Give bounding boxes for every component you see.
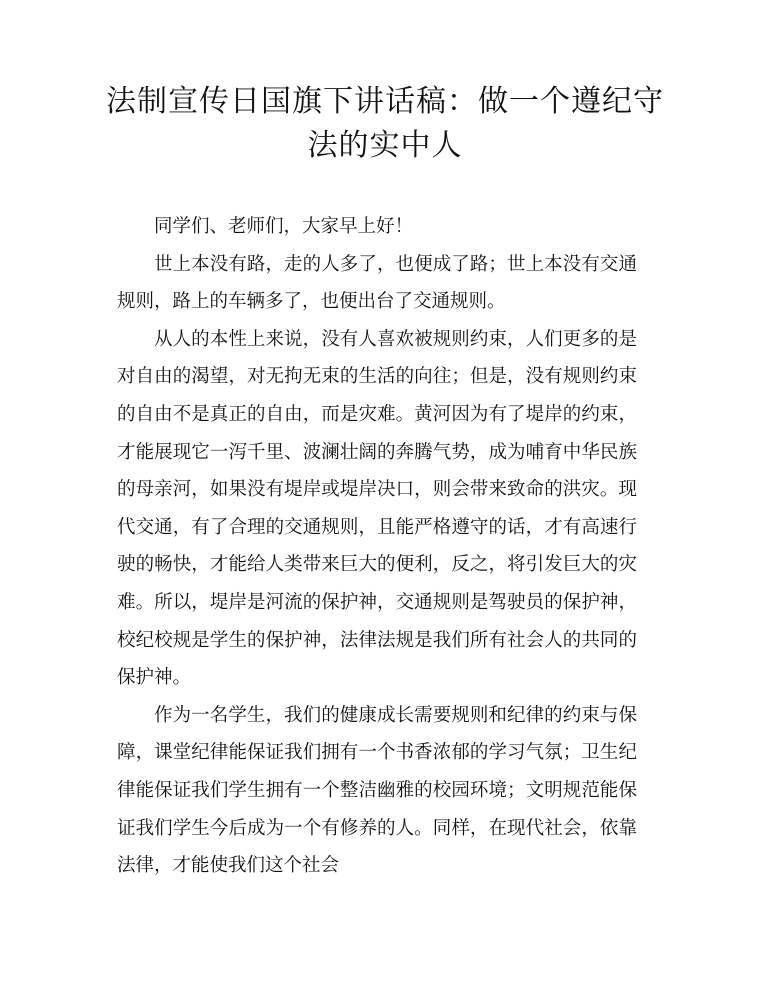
- paragraph-greeting: 同学们、老师们，大家早上好！: [154, 216, 414, 237]
- paragraph-road-rules: 世上本没有路，走的人多了，也便成了路；世上本没有交通规则，路上的车辆多了，也便出台了交通规则。: [117, 253, 637, 313]
- paragraph-student-discipline: 作为一名学生，我们的健康成长需要规则和纪律的约束与保障，课堂纪律能保证我们拥有一个书香浓郁的学习气氛；卫生纪律能保证我们学生拥有一个整洁幽雅的校园环境；文明规范能保证我们学生今后成为一个有修养的人。同样，在现代社会，依靠法律，才能使我们这个社会: [117, 704, 637, 877]
- paragraph-freedom-and-rules: 从人的本性上来说，没有人喜欢被规则约束，人们更多的是对自由的渴望，对无拘无束的生活的向往；但是，没有规则约束的自由不是真正的自由，而是灾难。黄河因为有了堤岸的约束，才能展现它一泻千里、波澜壮阔的奔腾气势，成为哺育中华民族的母亲河，如果没有堤岸或堤岸决口，则会带来致命的洪灾。现代交通，有了合理的交通规则，且能严格遵守的话，才有高速行驶的畅快，才能给人类带来巨大的便利，反之，将引发巨大的灾难。所以，堤岸是河流的保护神，交通规则是驾驶员的保护神，校纪校规是学生的保护神，法律法规是我们所有社会人的共同的保护神。: [117, 328, 637, 689]
- document-body: [117, 208, 637, 885]
- document-title: 法制宣传日国旗下讲话稿：做一个遵纪守法的实中人: [106, 84, 664, 163]
